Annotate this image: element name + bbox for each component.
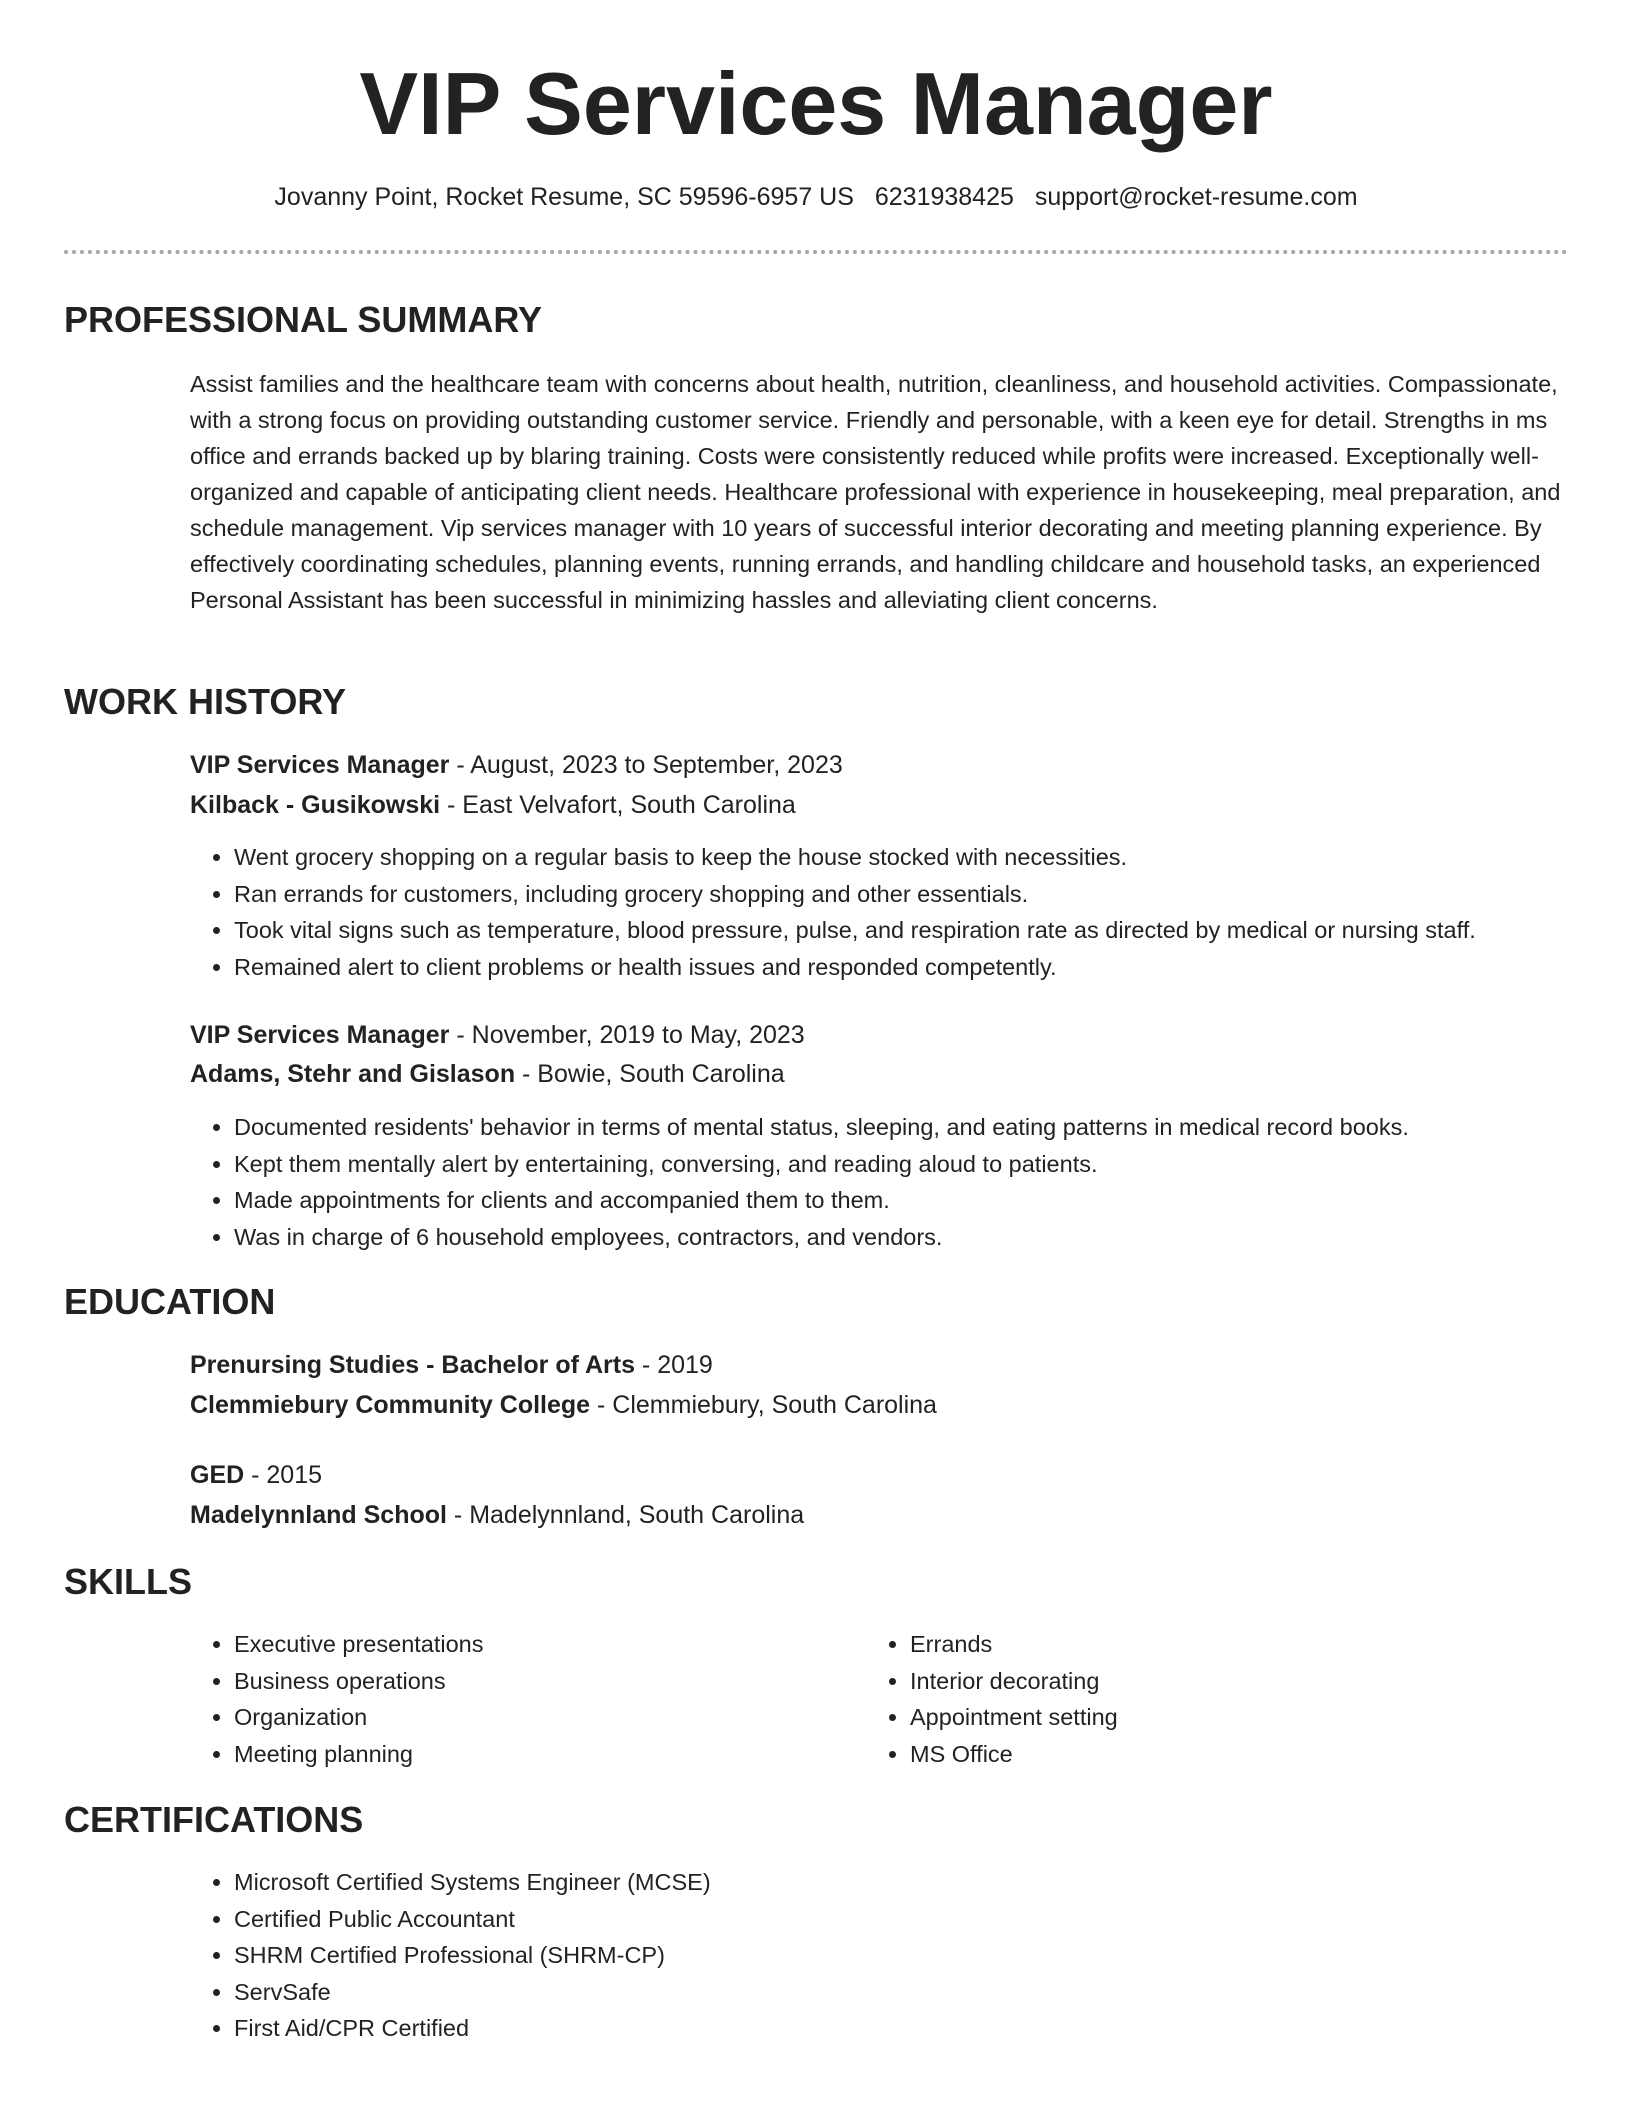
summary-text: Assist families and the healthcare team with concerns about health, nutrition, cleanliness, and household activities. Compassionate, with a strong focus on providing outstanding customer service. Friendly and personable, with a keen eye for detail. Strengths in ms office and errands backed up by blaring training. Costs were consistently reduced while profits were increased. Exceptionally well-organized and capable of anticipating client needs. Healthcare professional with experience in housekeeping, meal preparation, and schedule management. Vip services manager with 10 years of successful interior decorating and meeting planning experience. By effectively coordinating schedules, planning events, running errands, and handling childcare and household tasks, an experienced Personal Assistant has been successful in minimizing hassles and alleviating client concerns. — [190, 371, 1561, 613]
skill-item: • Executive presentations — [234, 1626, 484, 1663]
section-title-education: EDUCATION — [64, 1281, 276, 1322]
list-item: • Took vital signs such as temperature, blood pressure, pulse, and respiration rate as directed by medical or nursing staff. — [234, 912, 1476, 949]
education-location: - Madelynnland, South Carolina — [446, 1501, 805, 1529]
section-title-work-history: WORK HISTORY — [64, 681, 347, 722]
certification-item: • First Aid/CPR Certified — [234, 2010, 711, 2047]
job-bullets — [190, 839, 1476, 985]
list-item: • Remained alert to client problems or health issues and responded competently. — [234, 949, 1476, 986]
skill-item: • Interior decorating — [910, 1663, 1118, 1700]
list-item: • Kept them mentally alert by entertaining, conversing, and reading aloud to patients. — [234, 1146, 1409, 1183]
skill-item: • MS Office — [910, 1736, 1118, 1773]
education-degree: GED — [190, 1461, 245, 1489]
job-company-line — [190, 788, 796, 822]
job-company-line — [190, 1057, 785, 1091]
education-year: - 2015 — [244, 1461, 323, 1489]
job-dates: - November, 2019 to May, 2023 — [449, 1021, 805, 1049]
job-company: Adams, Stehr and Gislason — [190, 1060, 516, 1088]
job-bullets — [190, 1109, 1409, 1255]
contact-line — [0, 180, 1632, 214]
job-dates: - August, 2023 to September, 2023 — [449, 751, 843, 779]
education-location: - Clemmiebury, South Carolina — [590, 1391, 937, 1419]
education-school-line — [190, 1388, 937, 1422]
certification-item: • Certified Public Accountant — [234, 1901, 711, 1938]
job-title-line — [190, 748, 843, 782]
skill-item: • Appointment setting — [910, 1699, 1118, 1736]
skill-item: • Organization — [234, 1699, 484, 1736]
job-location: - East Velvafort, South Carolina — [440, 791, 796, 819]
education-school: Madelynnland School — [190, 1501, 447, 1529]
list-item: • Made appointments for clients and accompanied them to them. — [234, 1182, 1409, 1219]
education-degree-line — [190, 1458, 322, 1492]
skills-list-left — [190, 1626, 484, 1772]
education-year: - 2019 — [634, 1351, 713, 1379]
certification-item: • ServSafe — [234, 1974, 711, 2011]
list-item: • Documented residents' behavior in terms of mental status, sleeping, and eating patterns in medical record books. — [234, 1109, 1409, 1146]
skill-item: • Business operations — [234, 1663, 484, 1700]
header-divider — [64, 250, 1568, 254]
education-degree: Prenursing Studies - Bachelor of Arts — [190, 1351, 635, 1379]
section-title-summary: PROFESSIONAL SUMMARY — [64, 299, 543, 340]
certification-item: • SHRM Certified Professional (SHRM-CP) — [234, 1937, 711, 1974]
job-location: - Bowie, South Carolina — [515, 1060, 785, 1088]
contact-phone: 6231938425 — [874, 183, 1014, 211]
list-item: • Went grocery shopping on a regular basis to keep the house stocked with necessities. — [234, 839, 1476, 876]
job-company: Kilback - Gusikowski — [190, 791, 441, 819]
skill-item: • Meeting planning — [234, 1736, 484, 1773]
job-role: VIP Services Manager — [190, 751, 450, 779]
education-school: Clemmiebury Community College — [190, 1391, 591, 1419]
contact-address: Jovanny Point, Rocket Resume, SC 59596-6957 US — [274, 183, 854, 211]
skills-list-right — [866, 1626, 1118, 1772]
job-role: VIP Services Manager — [190, 1021, 450, 1049]
education-degree-line — [190, 1348, 713, 1382]
contact-email: support@rocket-resume.com — [1034, 183, 1358, 211]
section-title-certifications: CERTIFICATIONS — [64, 1799, 364, 1840]
certification-item: • Microsoft Certified Systems Engineer (MCSE) — [234, 1864, 711, 1901]
resume-name: VIP Services Manager — [359, 54, 1273, 153]
list-item: • Was in charge of 6 household employees, contractors, and vendors. — [234, 1219, 1409, 1256]
section-title-skills: SKILLS — [64, 1561, 193, 1602]
list-item: • Ran errands for customers, including grocery shopping and other essentials. — [234, 876, 1476, 913]
education-school-line — [190, 1498, 804, 1532]
skill-item: • Errands — [910, 1626, 1118, 1663]
job-title-line — [190, 1018, 805, 1052]
certifications-list — [190, 1864, 711, 2047]
